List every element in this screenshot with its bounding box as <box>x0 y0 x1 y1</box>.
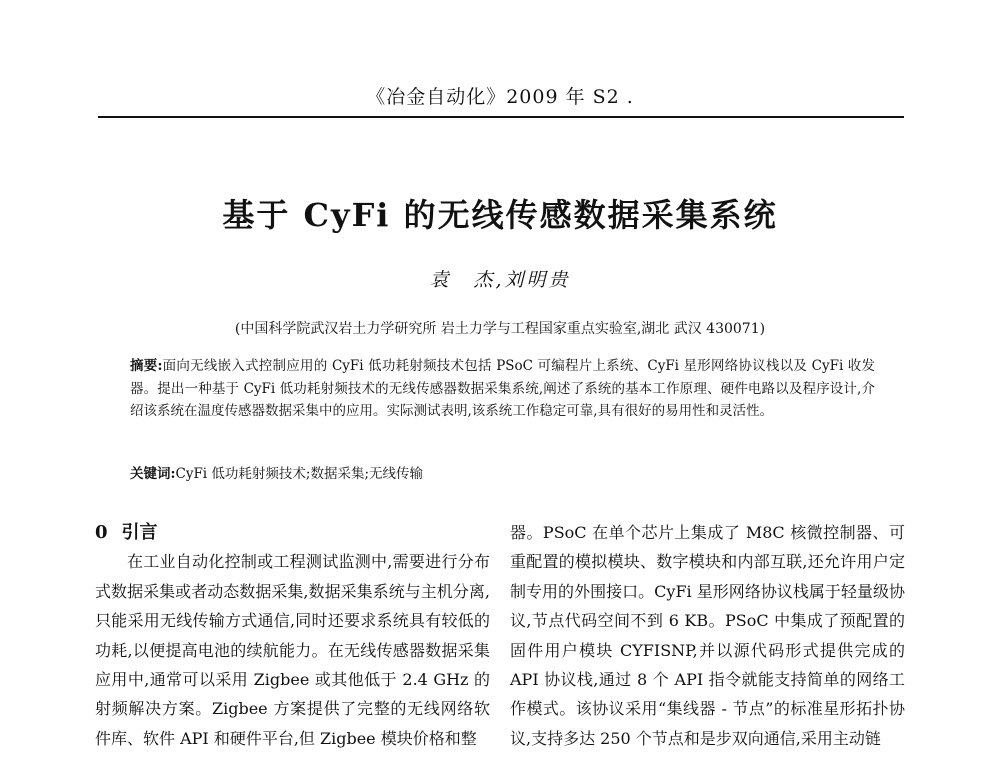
section-title: 引言 <box>121 522 158 543</box>
body-column-left <box>95 518 490 753</box>
body-paragraph-left: 在工业自动化控制或工程测试监测中,需要进行分布式数据采集或者动态数据采集,数据采集系统与主机分离,只能采用无线传输方式通信,同时还要求系统具有较低的功耗,以便提高电池的续航能力。在无线传感器数据采集应用中,通常可以采用 Zigbee 或其他低于 2.4 GHz 的射频解决方案。Zigbee 方案提供了完整的无线网络软件库、软件 API 和硬件平台,但 Zigbee 模块价格和整 <box>95 552 490 748</box>
affiliation: (中国科学院武汉岩土力学研究所 岩土力学与工程国家重点实验室,湖北 武汉 430071) <box>234 321 766 337</box>
body-paragraph-right: 器。PSoC 在单个芯片上集成了 M8C 核微控制器、可重配置的模拟模块、数字模块和内部互联,还允许用户定制专用的外围接口。CyFi 星形网络协议栈属于轻量级协议,节点代码空间不到 6 KB。PSoC 中集成了预配置的固件用户模块 CYFISNP,并以源代码形式提供完成的 API 协议栈,通过 8 个 API 指令就能支持简单的网络工作模式。该协议采用“集线器 - 节点”的标准星形拓扑协议,支持多达 250 个节点和是步双向通信,采用主动链 <box>510 523 905 748</box>
abstract-text: 面向无线嵌入式控制应用的 CyFi 低功耗射频技术包括 PSoC 可编程片上系统、CyFi 星形网络协议栈以及 CyFi 收发器。提出一种基于 CyFi 低功耗射频技术的无线传感器数据采集系统,阐述了系统的基本工作原理、硬件电路以及程序设计,介绍该系统在温度传感器数据采集中的应用。实际测试表明,该系统工作稳定可靠,具有很好的易用性和灵活性。 <box>130 358 876 419</box>
header-divider <box>98 116 904 118</box>
keywords <box>130 463 875 485</box>
keywords-label: 关键词: <box>130 466 176 482</box>
journal-header: 《冶金自动化》2009 年 S2 . <box>366 86 634 108</box>
body-column-right <box>510 518 905 753</box>
abstract-label: 摘要: <box>130 358 163 374</box>
section-heading <box>95 518 490 547</box>
authors: 袁 杰,刘明贵 <box>429 269 571 291</box>
keywords-text: CyFi 低功耗射频技术;数据采集;无线传输 <box>175 466 424 482</box>
paper-title: 基于 CyFi 的无线传感数据采集系统 <box>222 196 778 234</box>
abstract <box>130 355 875 423</box>
section-number: 0 <box>95 522 108 543</box>
